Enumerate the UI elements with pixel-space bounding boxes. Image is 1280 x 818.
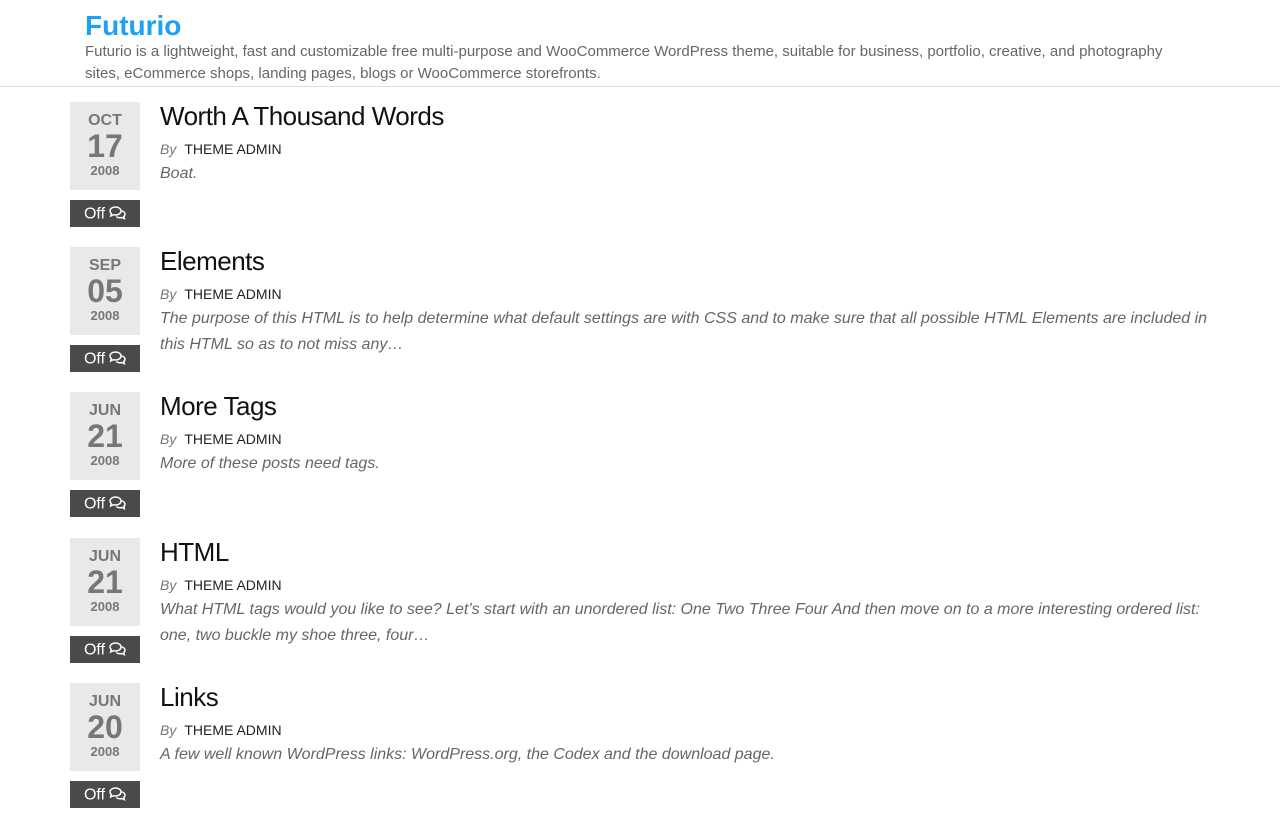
post-date-year: 2008	[90, 163, 120, 178]
post-date	[70, 392, 140, 480]
post-title[interactable]: More Tags	[160, 391, 277, 421]
post-item	[70, 392, 1220, 527]
post-date-year: 2008	[90, 599, 120, 614]
post-excerpt: What HTML tags would you like to see? Let’s start with an unordered list: One Two Three Four And then move on to a more interesting ordered list: one, two buckle my shoe three, four…	[160, 601, 1200, 644]
post-excerpt: Boat.	[160, 165, 198, 182]
post-date-day: 17	[87, 128, 123, 164]
post-meta	[160, 431, 282, 447]
post-date-month: SEP	[88, 257, 121, 274]
post-meta	[160, 722, 282, 738]
post-author-link[interactable]: THEME ADMIN	[184, 431, 282, 447]
post-title[interactable]: Elements	[160, 246, 265, 276]
comments-status: Off	[83, 495, 106, 513]
comments-status: Off	[83, 350, 106, 368]
post-date	[70, 683, 140, 771]
post-date-month: JUN	[88, 548, 121, 565]
post-date-year: 2008	[90, 744, 120, 759]
post-date-year: 2008	[90, 453, 120, 468]
comments-icon	[109, 206, 126, 220]
post-excerpt: More of these posts need tags.	[160, 455, 380, 472]
post-date-year: 2008	[90, 308, 120, 323]
post-title[interactable]: Worth A Thousand Words	[160, 101, 444, 131]
post-date	[70, 102, 140, 190]
post-item	[70, 102, 1220, 237]
site-header	[0, 0, 1280, 87]
post-date-day: 20	[87, 709, 123, 745]
post-author-link[interactable]: THEME ADMIN	[184, 577, 282, 593]
comments-icon	[109, 351, 126, 365]
post-item	[70, 683, 1220, 818]
site-title-link[interactable]: Futurio	[85, 10, 182, 41]
post-by-label: By	[160, 577, 177, 593]
post-date	[70, 538, 140, 626]
post-title[interactable]: Links	[160, 682, 219, 712]
post-meta	[160, 141, 282, 157]
post-date-month: JUN	[88, 402, 121, 419]
post-author-link[interactable]: THEME ADMIN	[184, 722, 282, 738]
post-title[interactable]: HTML	[160, 537, 229, 567]
post-date-month: OCT	[88, 112, 122, 129]
post-date-day: 21	[87, 564, 123, 600]
comments-icon	[109, 496, 126, 510]
post-date-month: JUN	[88, 693, 121, 710]
post-date-day: 05	[87, 273, 123, 309]
post-by-label: By	[160, 286, 177, 302]
post-meta	[160, 577, 282, 593]
comments-icon	[109, 642, 126, 656]
comments-status: Off	[83, 641, 106, 659]
post-item	[70, 247, 1220, 382]
post-author-link[interactable]: THEME ADMIN	[184, 141, 282, 157]
post-by-label: By	[160, 431, 177, 447]
comments-status: Off	[83, 205, 106, 223]
post-date	[70, 247, 140, 335]
comments-link[interactable]	[70, 781, 140, 808]
site-description: Futurio is a lightweight, fast and customizable free multi-purpose and WooCommerce WordPress theme, suitable for business, portfolio, creative, and photography sites, eCommerce shops, landing pages, blogs or WooCommerce storefronts.	[85, 43, 1163, 82]
comments-link[interactable]	[70, 636, 140, 663]
comments-link[interactable]	[70, 200, 140, 227]
post-item	[70, 538, 1220, 673]
post-by-label: By	[160, 141, 177, 157]
post-excerpt: A few well known WordPress links: WordPress.org, the Codex and the download page.	[160, 746, 775, 763]
post-author-link[interactable]: THEME ADMIN	[184, 286, 282, 302]
post-excerpt: The purpose of this HTML is to help determine what default settings are with CSS and to make sure that all possible HTML Elements are included in this HTML so as to not miss any…	[160, 310, 1208, 353]
comments-status: Off	[83, 786, 106, 804]
post-meta	[160, 286, 282, 302]
post-by-label: By	[160, 722, 177, 738]
post-date-day: 21	[87, 418, 123, 454]
comments-link[interactable]	[70, 345, 140, 372]
comments-link[interactable]	[70, 490, 140, 517]
comments-icon	[109, 787, 126, 801]
